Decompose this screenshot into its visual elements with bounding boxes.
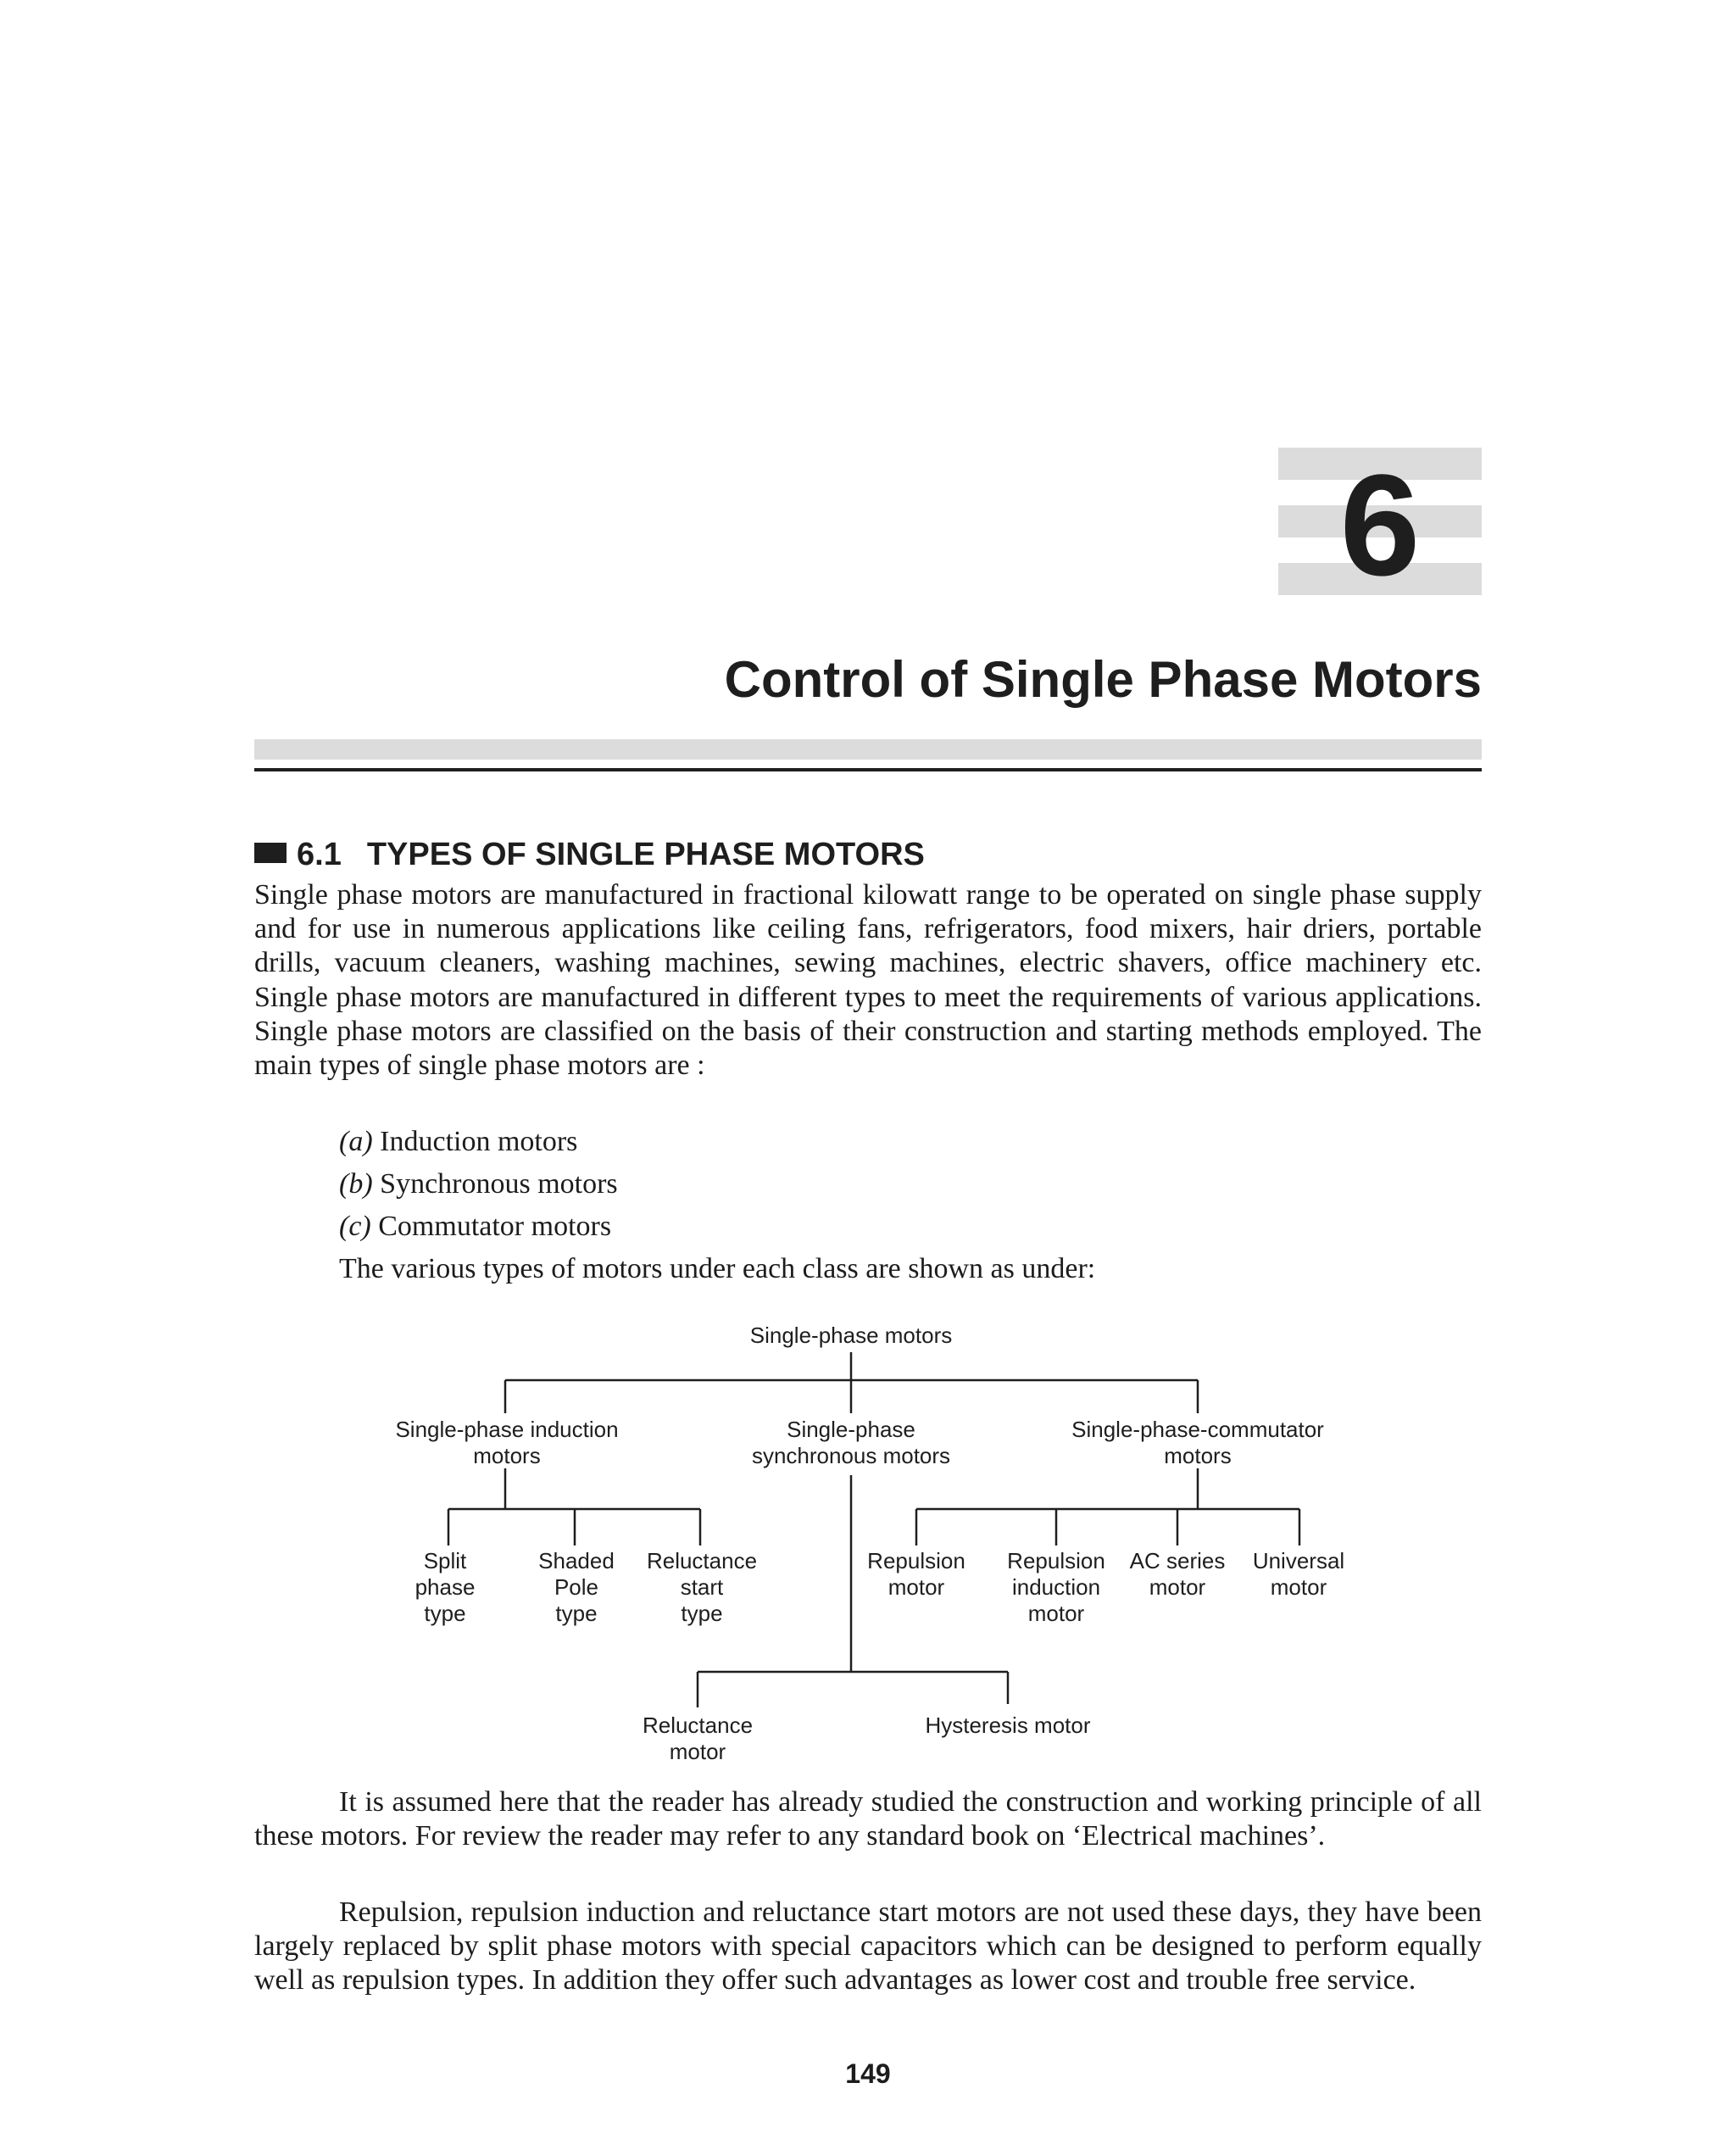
list-item-text: Commutator motors [378, 1211, 612, 1242]
section-title: TYPES OF SINGLE PHASE MOTORS [366, 837, 925, 872]
chapter-number: 6 [1339, 445, 1421, 606]
node-shaded-pole-type: Shaded Pole type [538, 1548, 615, 1626]
node-ac-series-motor: AC series motor [1129, 1548, 1226, 1600]
list-item [339, 1121, 1441, 1163]
diagram-intro: The various types of motors under each class are shown as under: [339, 1253, 1096, 1284]
node-single-phase-motors: Single-phase motors [749, 1323, 953, 1348]
node-hysteresis-motor: Hysteresis motor [925, 1713, 1091, 1738]
node-split-phase-type: Split phase type [415, 1548, 476, 1626]
list-item-label: (a) [339, 1126, 373, 1157]
intro-paragraph: Single phase motors are manufactured in fractional kilowatt range to be operated on single phase supply and for use in numerous applications like ceiling fans, refrigerators, food mixers, hair driers, portable drills, vacuum cleaners, washing machines, sewing machines, electric shavers, office machinery etc. Single phase motors are manufactured in different types to meet the requirements of various applications. Single phase motors are classified on the basis of their construction and starting methods employed. The main types of single phase motors are : [254, 879, 1482, 1082]
section-marker [254, 843, 287, 863]
title-band [254, 739, 1482, 760]
motor-types-list [339, 1121, 1441, 1248]
list-item-label: (c) [339, 1211, 371, 1242]
list-item [339, 1206, 1441, 1248]
list-item [339, 1163, 1441, 1206]
section-number: 6.1 [297, 837, 342, 872]
page-number: 149 [845, 2058, 891, 2089]
node-single-phase-synchronous-motors: Single-phase synchronous motors [751, 1417, 951, 1468]
node-repulsion-induction-motor: Repulsion induction motor [1007, 1548, 1105, 1626]
node-reluctance-motor: Reluctance motor [642, 1713, 754, 1764]
replacement-paragraph: Repulsion, repulsion induction and reluctance start motors are not used these days, they have been largely replaced by split phase motors with special capacitors which can be designed to perform equally well as repulsion types. In addition they offer such advantages as lower cost and trouble free service. [254, 1896, 1482, 1997]
node-reluctance-start-type: Reluctance start type [646, 1548, 758, 1626]
list-item-text: Synchronous motors [380, 1168, 618, 1200]
node-repulsion-motor: Repulsion motor [867, 1548, 965, 1600]
list-item-label: (b) [339, 1168, 373, 1200]
assumption-paragraph: It is assumed here that the reader has already studied the construction and working principle of all these motors. For review the reader may refer to any standard book on ‘Electrical machines’. [254, 1786, 1482, 1852]
node-single-phase-commutator-motors: Single-phase-commutator motors [1071, 1417, 1324, 1468]
title-rule [254, 768, 1482, 771]
chapter-title: Control of Single Phase Motors [724, 651, 1482, 708]
node-single-phase-induction-motors: Single-phase induction motors [395, 1417, 619, 1468]
section-heading [254, 829, 925, 880]
list-item-text: Induction motors [380, 1126, 578, 1157]
node-universal-motor: Universal motor [1252, 1548, 1345, 1600]
